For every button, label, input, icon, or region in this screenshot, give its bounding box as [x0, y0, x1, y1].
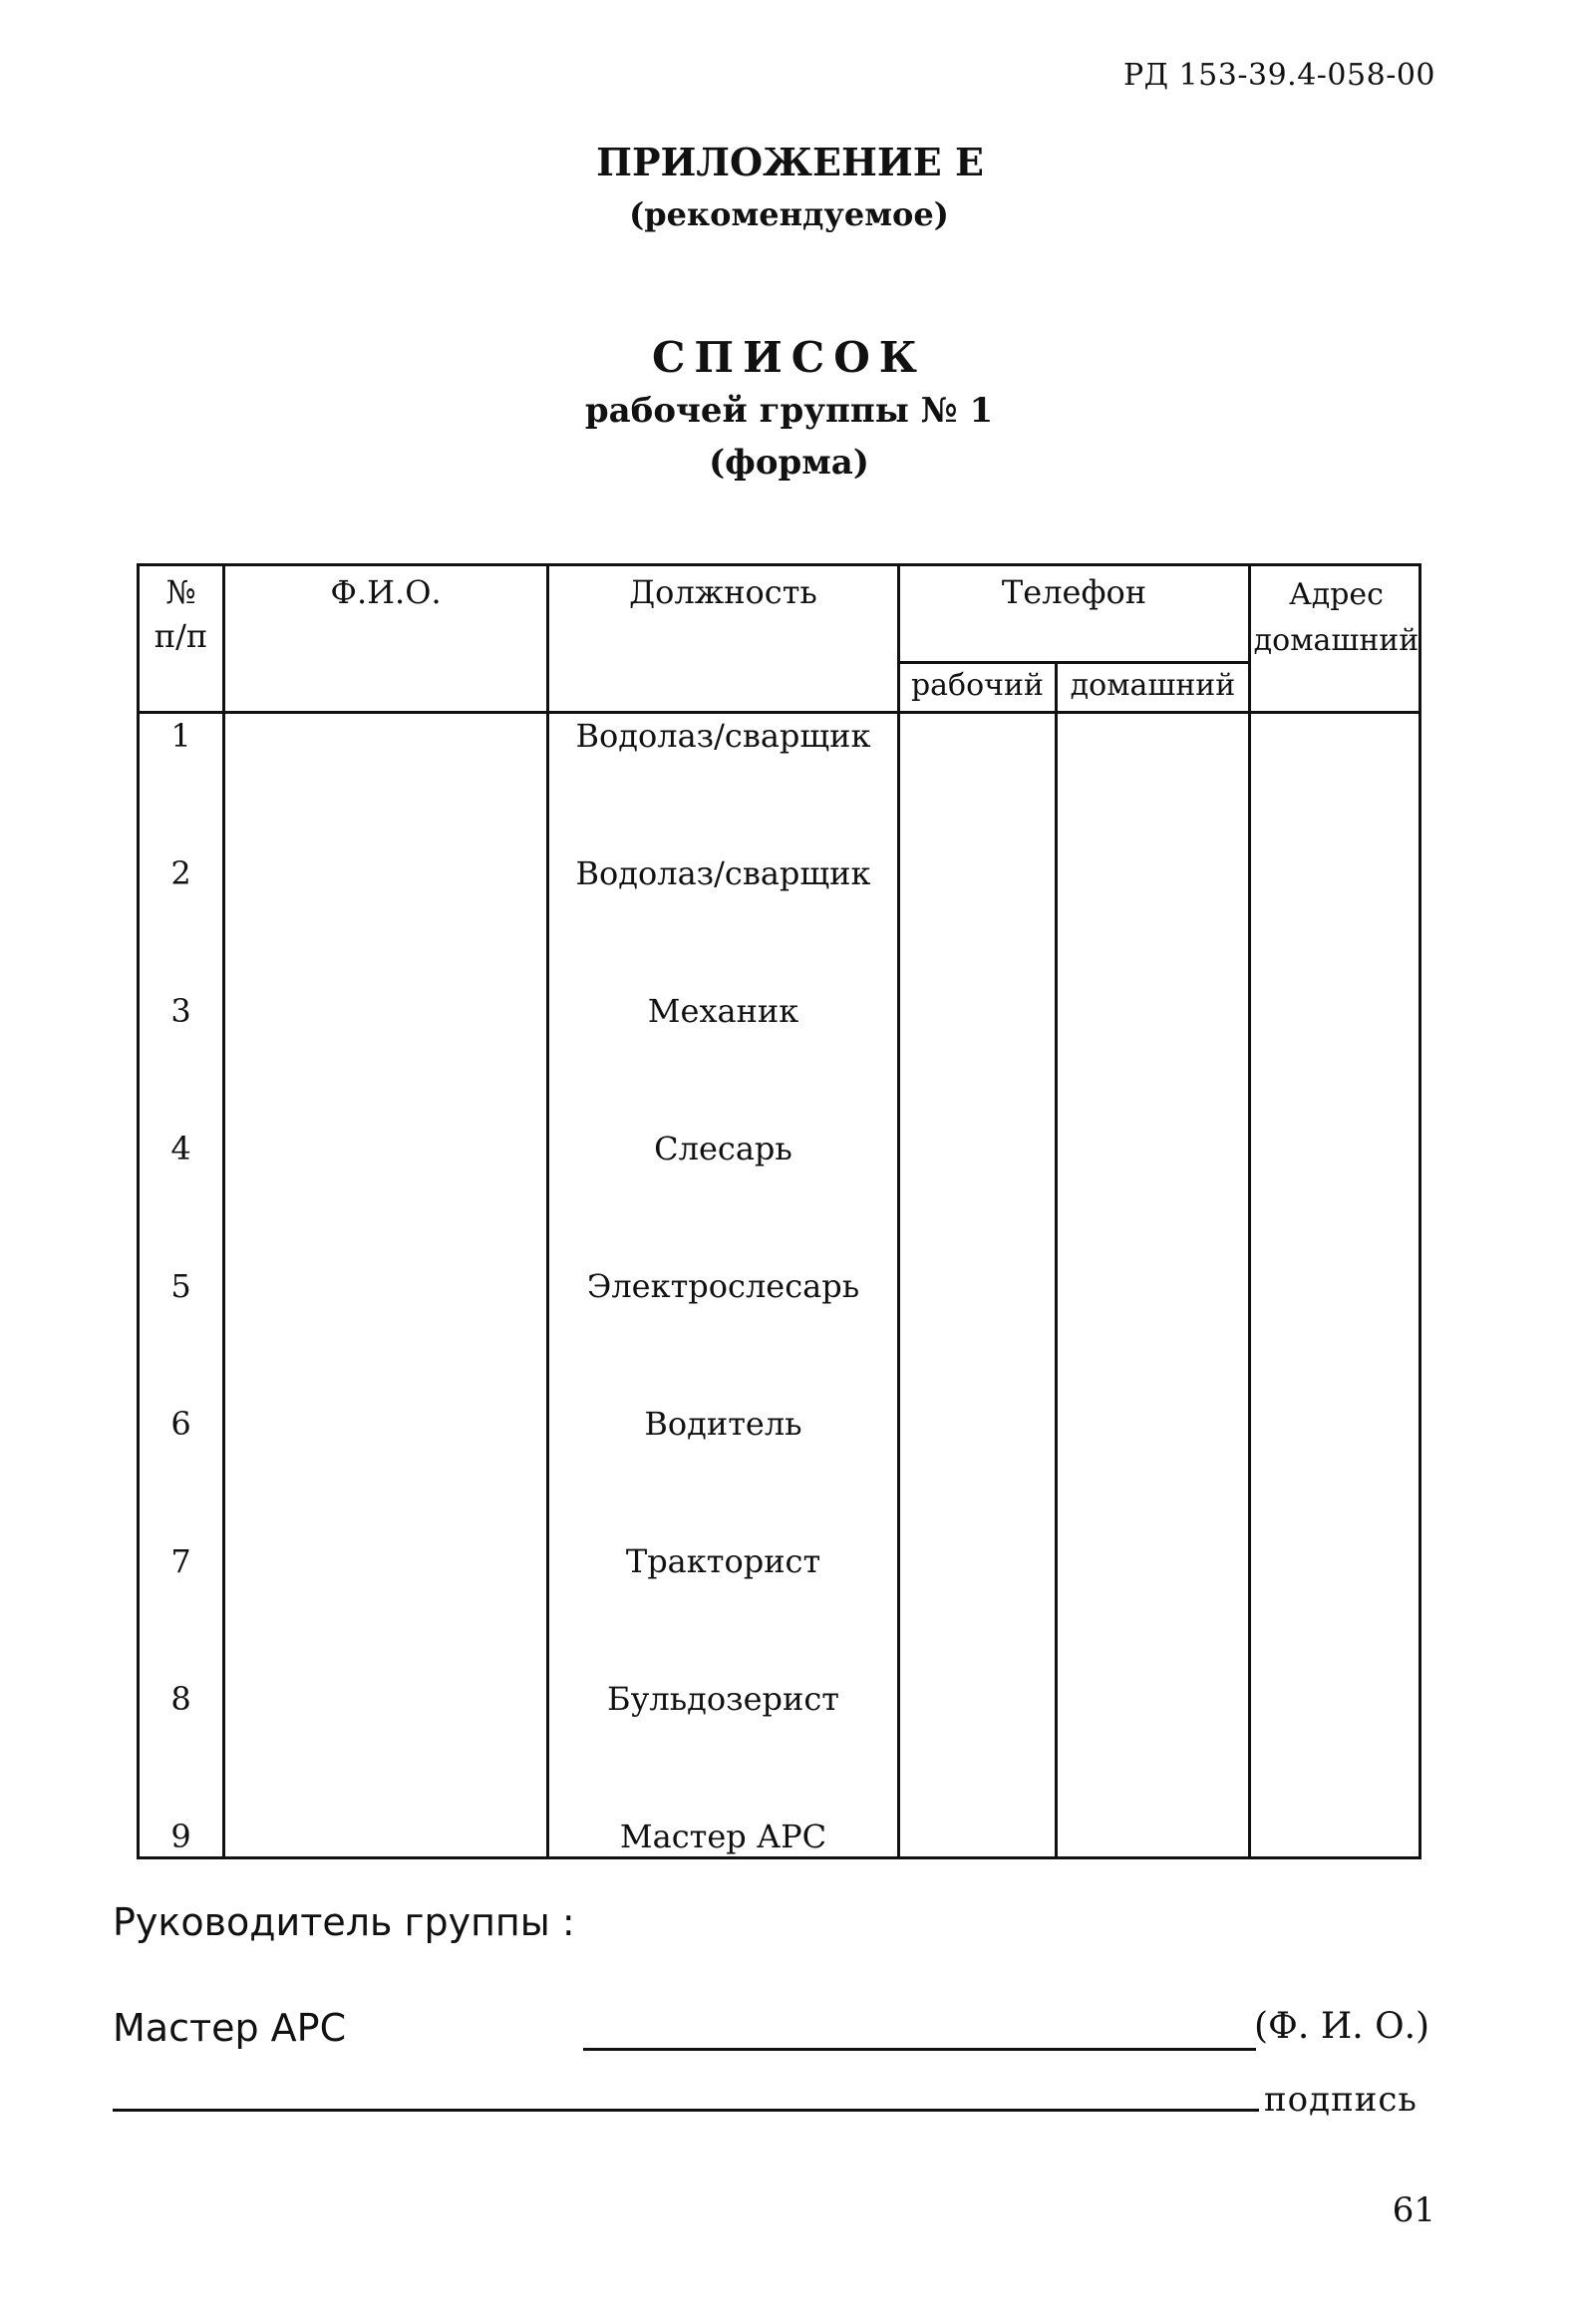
work-group-table — [137, 563, 1421, 1859]
group-leader-label: Руководитель группы : — [113, 1900, 575, 1944]
row-position: Слесарь — [654, 1130, 792, 1167]
name-caption: (Ф. И. О.) — [1254, 2006, 1430, 2047]
master-label: Мастер АРС — [113, 2006, 347, 2050]
row-position: Водолаз/сварщик — [575, 717, 871, 755]
row-num: 5 — [170, 1267, 191, 1305]
page-number: 61 — [1392, 2190, 1435, 2230]
row-position: Механик — [647, 992, 799, 1030]
row-num: 6 — [170, 1405, 191, 1443]
name-blank-line — [583, 2048, 1256, 2051]
row-num: 8 — [170, 1680, 191, 1718]
row-num: 3 — [170, 992, 191, 1030]
header-num: № п/п — [154, 573, 208, 655]
list-subtitle: рабочей группы № 1 — [584, 391, 994, 431]
row-num: 9 — [170, 1818, 191, 1855]
col-divider — [546, 566, 549, 1856]
col-divider — [897, 566, 900, 1856]
col-divider — [222, 566, 225, 1856]
list-form-label: (форма) — [709, 443, 869, 483]
header-phone-work: рабочий — [910, 668, 1045, 703]
header-address: Адрес домашний — [1253, 577, 1420, 658]
row-num: 7 — [170, 1542, 191, 1580]
header-phone-home: домашний — [1070, 668, 1236, 703]
signature-blank-line — [113, 2109, 1259, 2112]
row-position: Бульдозерист — [607, 1680, 839, 1718]
row-num: 4 — [170, 1130, 191, 1167]
row-position: Водолаз/сварщик — [575, 854, 871, 892]
row-position: Электрослесарь — [586, 1267, 860, 1305]
row-position: Мастер АРС — [619, 1818, 827, 1855]
list-title: СПИСОК — [652, 333, 926, 382]
col-divider — [1248, 566, 1251, 1856]
row-num: 2 — [170, 854, 191, 892]
row-position: Тракторист — [625, 1542, 821, 1580]
row-num: 1 — [170, 717, 191, 755]
appendix-title: ПРИЛОЖЕНИЕ Е — [596, 140, 984, 184]
header-fio: Ф.И.О. — [330, 573, 442, 611]
document-code: РД 153-39.4-058-00 — [1122, 58, 1435, 93]
appendix-subtitle: (рекомендуемое) — [629, 195, 949, 233]
header-position: Должность — [629, 573, 817, 611]
row-position: Водитель — [644, 1405, 802, 1443]
signature-caption: подпись — [1264, 2080, 1418, 2120]
header-phone: Телефон — [1001, 573, 1147, 611]
col-divider — [1055, 663, 1058, 1856]
